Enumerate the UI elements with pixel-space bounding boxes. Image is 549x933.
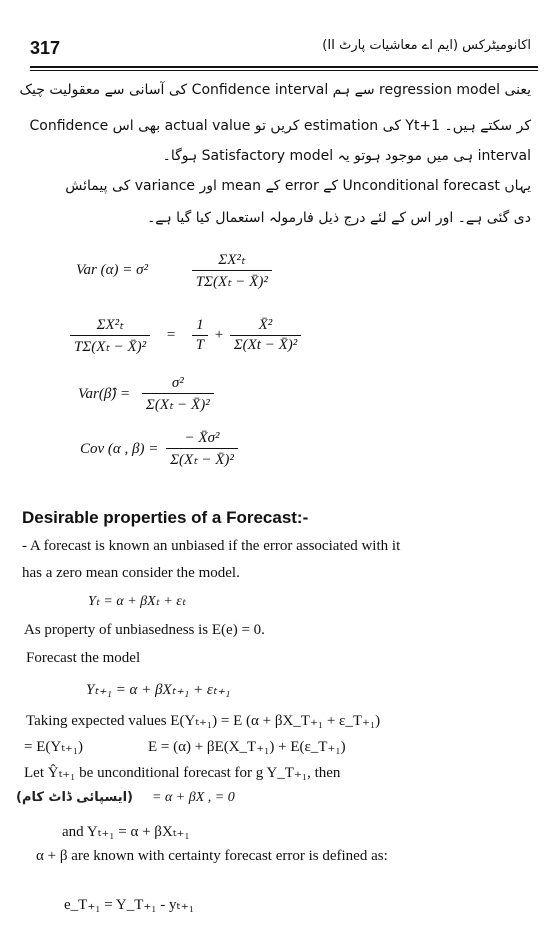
para1-line1: - A forecast is known an unbiased if the error associated with it: [22, 538, 401, 554]
para6: Let Ŷₜ₊₁ be unconditional forecast for g Y_T₊₁, then: [24, 765, 341, 781]
para2: As property of unbiasedness is E(e) = 0.: [24, 622, 265, 638]
urdu-line-4: یہاں Unconditional forecast کے error کے mean اور variance کی پیمائش: [65, 178, 531, 194]
para8: and Yₜ₊₁ = α + βXₜ₊₁: [62, 824, 190, 840]
var-beta-fraction: [142, 375, 214, 414]
cov-lhs: Cov (α , β) =: [80, 441, 159, 457]
forecast-equation: Yₜ₊₁ = α + βXₜ₊₁ + εₜ₊₁: [86, 682, 231, 698]
header-rule-bottom: [30, 70, 538, 71]
var-beta-lhs: Var(β̂) =: [78, 386, 131, 402]
section-heading: Desirable properties of a Forecast:-: [22, 508, 309, 527]
para1-line2: has a zero mean consider the model.: [22, 565, 240, 581]
cov-denominator: Σ(Xₜ − X̄)²: [170, 452, 234, 468]
formula-var-alpha: [76, 250, 272, 291]
var-alpha-lhs: Var (α) = σ²: [76, 262, 148, 278]
model-equation: Yₜ = α + βXₜ + εₜ: [88, 594, 186, 609]
para7-equation: = α + βX , = 0: [152, 790, 235, 805]
ratio-lhs-numerator: ΣX²ₜ: [70, 315, 150, 336]
ratio-rhs2-fraction: [230, 317, 302, 354]
cov-numerator: − X̄σ²: [166, 430, 238, 449]
header-rule-top: [30, 66, 538, 68]
para9: α + β are known with certainty forecast error is defined as:: [36, 848, 388, 864]
para3: Forecast the model: [26, 650, 141, 666]
var-beta-denominator: Σ(Xₜ − X̄)²: [145, 397, 210, 413]
urdu-line-3: interval ہی میں موجود ہوتو یہ Satisfactory model ہوگا۔: [162, 148, 531, 164]
urdu-line-1: یعنی regression model سے ہم Confidence interval کی آسانی سے معقولیت چیک: [19, 82, 531, 98]
error-equation: e_T₊₁ = Y_T₊₁ - yₜ₊₁: [64, 897, 195, 913]
page-number: 317: [30, 38, 61, 58]
var-beta-numerator: σ²: [142, 375, 214, 394]
formula-var-beta: [78, 375, 214, 414]
ratio-rhs1-denominator: T: [195, 337, 205, 353]
ratio-equals: =: [165, 327, 176, 343]
var-alpha-fraction: [192, 250, 272, 291]
urdu-line-5: دی گئی ہے۔ اور اس کے لئے درج ذیل فارمولہ استعمال کیا گیا ہے۔: [147, 210, 531, 226]
ratio-rhs2-denominator: Σ(Xt − X̄)²: [233, 337, 298, 353]
ratio-rhs1-fraction: [192, 317, 208, 354]
cov-fraction: [166, 430, 238, 469]
urdu-line-2: کر سکتے ہیں۔ Yt+1 کی estimation کریں تو actual value بھی اس Confidence: [29, 118, 531, 134]
watermark-text: (ایسپائی ڈاٹ کام): [16, 790, 133, 805]
ratio-lhs-fraction: [70, 315, 150, 356]
para4-expected-values: Taking expected values E(Yₜ₊₁) = E (α + βX_T₊₁ + ε_T₊₁): [26, 713, 381, 729]
formula-cov: [80, 430, 238, 469]
ratio-lhs-denominator: TΣ(Xₜ − X̄)²: [74, 339, 147, 355]
para5-right: E = (α) + βE(X_T₊₁) + E(ε_T₊₁): [148, 739, 346, 755]
ratio-rhs2-numerator: X̄²: [230, 317, 302, 336]
para5-left: = E(Yₜ₊₁): [24, 739, 84, 755]
ratio-rhs1-numerator: 1: [192, 317, 208, 336]
var-alpha-denominator: TΣ(Xₜ − X̄)²: [195, 274, 268, 290]
running-title: اکانومیٹرکس (ایم اے معاشیات پارٹ II): [322, 38, 531, 53]
ratio-plus: +: [213, 327, 224, 343]
var-alpha-numerator: ΣX²ₜ: [192, 250, 272, 271]
formula-ratio-identity: [70, 315, 301, 356]
